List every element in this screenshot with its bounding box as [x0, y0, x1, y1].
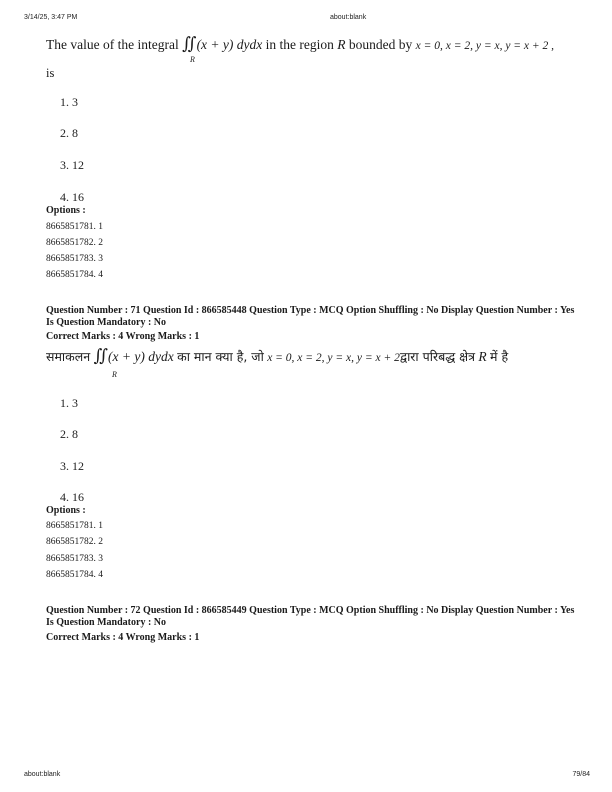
- q72-meta: Question Number : 72 Question Id : 866585449 Question Type : MCQ Option Shuffling : No Display Question Number : Yes Is Question Mandatory : No: [46, 605, 575, 628]
- q71-options-label: Options :: [46, 505, 86, 516]
- q71-hindi-before: समाकलन: [46, 349, 91, 364]
- q70-option-3: 3. 12: [60, 158, 84, 172]
- q70-option-2: 2. 8: [60, 126, 78, 140]
- q70-option-4: 4. 16: [60, 190, 84, 204]
- q70-text-before: The value of the integral: [46, 37, 179, 52]
- q70-text-mid: in the region: [265, 37, 334, 52]
- q70-integrand: (x + y) dydx: [196, 37, 263, 52]
- q71-region: R: [478, 349, 487, 364]
- q70-option-id-4: 8665851784. 4: [46, 270, 103, 280]
- q70-option-id-3: 8665851783. 3: [46, 254, 103, 264]
- q71-option-1: 1. 3: [60, 396, 78, 410]
- q70-options-label: Options :: [46, 205, 86, 216]
- q70-region: R: [337, 37, 346, 52]
- q70-text-bounded: bounded by: [348, 37, 413, 52]
- q70-option-id-1: 8665851781. 1: [46, 222, 103, 232]
- print-title: about:blank: [330, 14, 367, 21]
- q70-option-id-2: 8665851782. 2: [46, 238, 103, 248]
- q71-integrand: (x + y) dydx: [108, 349, 174, 364]
- q71-hindi-end: में है: [490, 349, 509, 364]
- q71-option-3: 3. 12: [60, 459, 84, 473]
- q71-option-id-4: 8665851784. 4: [46, 570, 103, 580]
- question-70-text: [46, 34, 554, 54]
- q71-bounds: x = 0, x = 2, y = x, y = x + 2: [267, 352, 400, 364]
- print-footer-url: about:blank: [24, 771, 61, 778]
- q70-option-1: 1. 3: [60, 95, 78, 109]
- print-datetime: 3/14/25, 3:47 PM: [24, 14, 78, 21]
- q70-integral-subscript: R: [190, 55, 195, 64]
- double-integral-symbol-71: ∬: [93, 346, 109, 365]
- q71-hindi-mid: का मान क्या है, जो: [177, 349, 264, 364]
- q71-option-2: 2. 8: [60, 427, 78, 441]
- q72-marks: Correct Marks : 4 Wrong Marks : 1: [46, 632, 200, 643]
- q71-option-id-2: 8665851782. 2: [46, 537, 103, 547]
- question-71-text: [46, 346, 508, 366]
- q71-hindi-after: द्वारा परिबद्ध क्षेत्र: [399, 349, 476, 364]
- q71-integral-subscript: R: [112, 370, 117, 379]
- q71-marks: Correct Marks : 4 Wrong Marks : 1: [46, 331, 200, 342]
- q71-meta: Question Number : 71 Question Id : 866585448 Question Type : MCQ Option Shuffling : No Display Question Number : Yes Is Question Mandatory : No: [46, 305, 575, 328]
- q70-bounds: x = 0, x = 2, y = x, y = x + 2 ,: [415, 40, 555, 52]
- double-integral-symbol: ∬: [182, 34, 197, 53]
- page-number: 79/84: [572, 771, 590, 778]
- q71-option-id-1: 8665851781. 1: [46, 521, 103, 531]
- q71-option-id-3: 8665851783. 3: [46, 554, 103, 564]
- q70-text-is: is: [46, 66, 55, 80]
- q71-option-4: 4. 16: [60, 490, 84, 504]
